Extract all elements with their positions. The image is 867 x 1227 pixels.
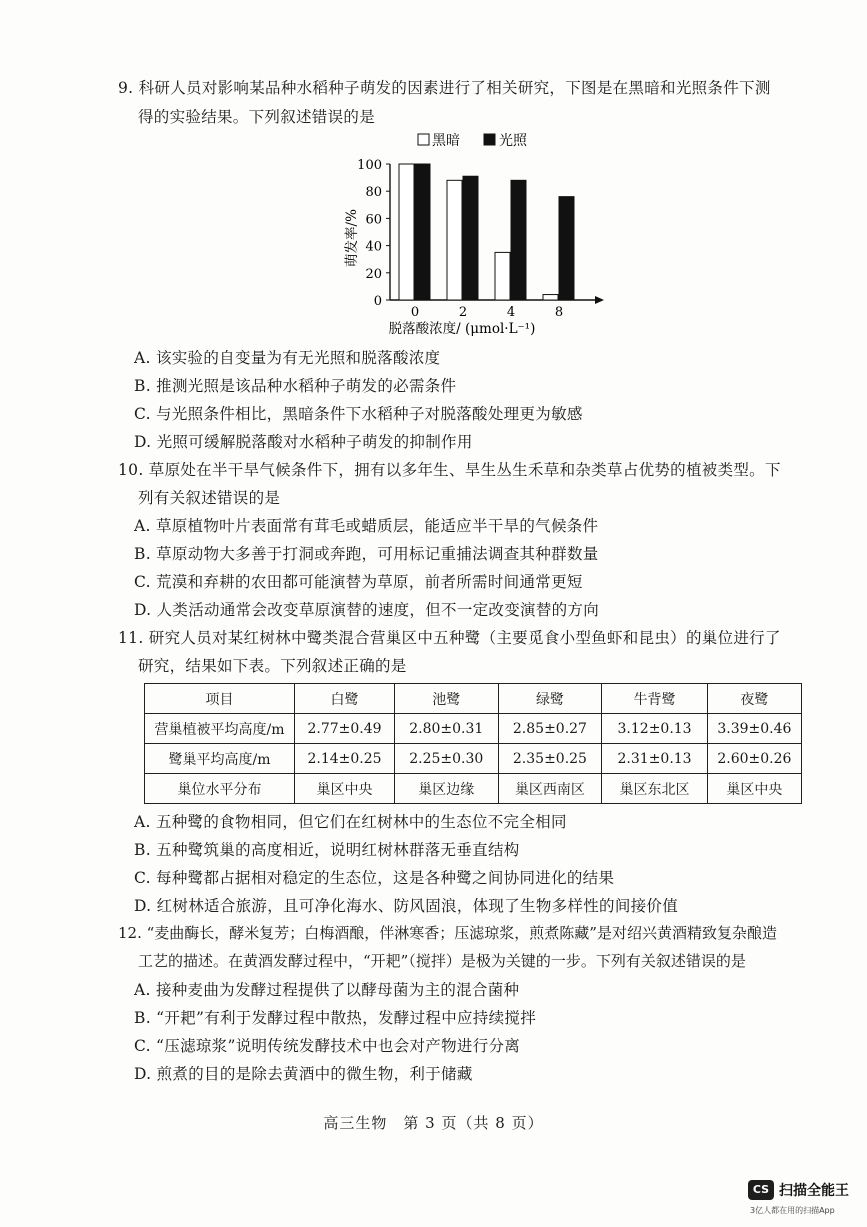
y-tick-label: 60 bbox=[365, 212, 382, 228]
table-header-cell: 牛背鹭 bbox=[602, 684, 708, 714]
camscanner-name: 扫描全能王 bbox=[779, 1183, 849, 1199]
table-header-cell: 白鹭 bbox=[295, 684, 395, 714]
table-cell: 巢区西南区 bbox=[498, 774, 602, 804]
legend-swatch-dark bbox=[418, 134, 429, 145]
table-cell: 2.31±0.13 bbox=[602, 744, 708, 774]
bar-dark-2 bbox=[447, 180, 462, 300]
bar-dark-4 bbox=[495, 252, 510, 300]
table-cell: 2.25±0.30 bbox=[394, 744, 498, 774]
q12-stem-line2: 工艺的描述。在黄酒发酵过程中，“开耙”（搅拌）是极为关键的一步。下列有关叙述错误的是 bbox=[138, 952, 746, 970]
q10-option-d: D. 人类活动通常会改变草原演替的速度，但不一定改变演替的方向 bbox=[134, 601, 600, 619]
q11-option-c: C. 每种鹭都占据相对稳定的生态位，这是各种鹭之间协同进化的结果 bbox=[134, 869, 615, 887]
table-cell: 巢区中央 bbox=[295, 774, 395, 804]
q11-option-a: A. 五种鹭的食物相同，但它们在红树林中的生态位不完全相同 bbox=[134, 813, 567, 831]
table-cell: 巢位水平分布 bbox=[145, 774, 295, 804]
q11-option-b: B. 五种鹭筑巢的高度相近，说明红树林群落无垂直结构 bbox=[134, 841, 520, 859]
q9-option-c: C. 与光照条件相比，黑暗条件下水稻种子对脱落酸处理更为敏感 bbox=[134, 405, 583, 423]
q12-option-b: B. “开耙”有利于发酵过程中散热，发酵过程中应持续搅拌 bbox=[134, 1009, 536, 1027]
table-header-row bbox=[145, 684, 802, 714]
bar-light-2 bbox=[463, 176, 478, 300]
germination-bar-chart bbox=[330, 126, 630, 338]
table-header-cell: 项目 bbox=[145, 684, 295, 714]
q11-stem-line2: 研究，结果如下表。下列叙述正确的是 bbox=[138, 657, 407, 675]
q9-stem-line1: 9. 科研人员对影响某品种水稻种子萌发的因素进行了相关研究，下图是在黑暗和光照条件下测 bbox=[118, 79, 771, 97]
q12-option-c: C. “压滤琼浆”说明传统发酵技术中也会对产物进行分离 bbox=[134, 1037, 521, 1055]
table-cell: 巢区东北区 bbox=[602, 774, 708, 804]
table-header-cell: 绿鹭 bbox=[498, 684, 602, 714]
y-tick-label: 0 bbox=[373, 294, 382, 309]
bar-light-4 bbox=[511, 180, 526, 300]
q10-option-c: C. 荒漠和弃耕的农田都可能演替为草原，前者所需时间通常更短 bbox=[134, 573, 583, 591]
table-cell: 2.85±0.27 bbox=[498, 714, 602, 744]
q10-option-a: A. 草原植物叶片表面常有茸毛或蜡质层，能适应半干旱的气候条件 bbox=[134, 517, 599, 535]
page-footer: 高三生物 第 3 页（共 8 页） bbox=[323, 1114, 544, 1132]
y-tick-label: 20 bbox=[365, 266, 382, 282]
q10-option-b: B. 草原动物大多善于打洞或奔跑，可用标记重捕法调查其种群数量 bbox=[134, 545, 599, 563]
legend-label-dark: 黑暗 bbox=[432, 133, 460, 149]
bar-light-8 bbox=[559, 197, 574, 300]
x-tick-label: 8 bbox=[554, 305, 564, 320]
table-row bbox=[145, 744, 802, 774]
table-row bbox=[145, 774, 802, 804]
legend-swatch-light bbox=[484, 134, 495, 145]
bar-dark-0 bbox=[399, 164, 414, 300]
x-axis-label: 脱落酸浓度/ (μmol·L⁻¹) bbox=[388, 321, 536, 337]
x-axis-arrow bbox=[595, 296, 604, 304]
bar-light-0 bbox=[415, 164, 430, 300]
table-cell: 3.39±0.46 bbox=[707, 714, 801, 744]
table-row bbox=[145, 714, 802, 744]
table-cell: 鹭巢平均高度/m bbox=[145, 744, 295, 774]
q10-stem-line2: 列有关叙述错误的是 bbox=[138, 489, 281, 507]
q12-stem-line1: 12. “麦曲酶长，酵米复芳；白梅酒酿，伴淋寒香；压滤琼浆，煎煮陈藏”是对绍兴黄酒精致复杂酿造 bbox=[118, 924, 777, 942]
camscanner-tagline: 3亿人都在用的扫描App bbox=[750, 1206, 835, 1215]
q11-option-d: D. 红树林适合旅游，且可净化海水、防风固浪，体现了生物多样性的间接价值 bbox=[134, 897, 679, 915]
table-cell: 2.35±0.25 bbox=[498, 744, 602, 774]
table-cell: 2.60±0.26 bbox=[707, 744, 801, 774]
y-tick-label: 40 bbox=[365, 239, 382, 255]
table-cell: 巢区中央 bbox=[707, 774, 801, 804]
y-tick-label: 80 bbox=[365, 185, 382, 201]
table-cell: 巢区边缘 bbox=[394, 774, 498, 804]
q9-stem-line2: 得的实验结果。下列叙述错误的是 bbox=[138, 108, 376, 126]
camscanner-logo: CS bbox=[748, 1180, 774, 1200]
x-tick-label: 2 bbox=[458, 305, 468, 320]
table-header-cell: 池鹭 bbox=[394, 684, 498, 714]
x-tick-label: 4 bbox=[506, 305, 516, 320]
y-axis-label: 萌发率/% bbox=[344, 209, 360, 267]
table-cell: 2.77±0.49 bbox=[295, 714, 395, 744]
table-cell: 营巢植被平均高度/m bbox=[145, 714, 295, 744]
q9-option-d: D. 光照可缓解脱落酸对水稻种子萌发的抑制作用 bbox=[134, 433, 473, 451]
x-tick-label: 0 bbox=[410, 305, 420, 320]
y-tick-label: 100 bbox=[357, 158, 382, 173]
table-cell: 2.14±0.25 bbox=[295, 744, 395, 774]
q11-stem-line1: 11. 研究人员对某红树林中鹭类混合营巢区中五种鹭（主要觅食小型鱼虾和昆虫）的巢位进行了 bbox=[118, 629, 781, 647]
bar-dark-8 bbox=[543, 295, 558, 300]
q9-option-a: A. 该实验的自变量为有无光照和脱落酸浓度 bbox=[134, 349, 441, 367]
table-header-cell: 夜鹭 bbox=[707, 684, 801, 714]
table-cell: 2.80±0.31 bbox=[394, 714, 498, 744]
q12-option-d: D. 煎煮的目的是除去黄酒中的微生物，利于储藏 bbox=[134, 1065, 473, 1083]
legend-label-light: 光照 bbox=[499, 133, 527, 149]
table-cell: 3.12±0.13 bbox=[602, 714, 708, 744]
heron-nest-table bbox=[144, 683, 802, 804]
q9-option-b: B. 推测光照是该品种水稻种子萌发的必需条件 bbox=[134, 377, 457, 395]
q12-option-a: A. 接种麦曲为发酵过程提供了以酵母菌为主的混合菌种 bbox=[134, 981, 520, 999]
q10-stem-line1: 10. 草原处在半干旱气候条件下，拥有以多年生、旱生丛生禾草和杂类草占优势的植被类型。下 bbox=[118, 461, 781, 479]
